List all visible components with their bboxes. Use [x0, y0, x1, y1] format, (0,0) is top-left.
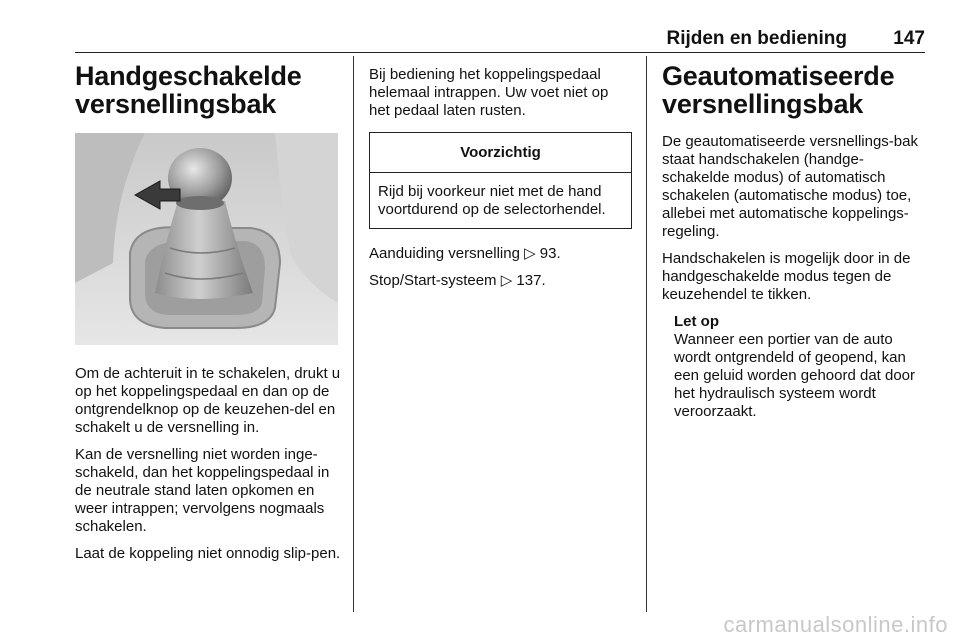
gear-shifter-photo — [75, 133, 338, 345]
watermark: carmanualsonline.info — [723, 612, 948, 637]
column-middle — [369, 66, 632, 299]
column-left — [75, 62, 345, 572]
cross-reference: Aanduiding versnelling ▷ 93. — [369, 245, 561, 262]
column-divider — [646, 56, 647, 612]
page-header — [75, 26, 925, 53]
section-title: Rijden en bediening — [666, 28, 847, 49]
paragraph: Laat de koppeling niet onnodig slip-pen. — [75, 545, 341, 562]
note-block — [674, 313, 928, 421]
paragraph: Om de achteruit in te schakelen, drukt u op het koppelingspedaal en dan op de ontgrendelknop op de keuzehen-del en schakelt u de versnelling in. — [75, 365, 341, 436]
page-number: 147 — [893, 28, 925, 49]
paragraph: De geautomatiseerde versnellings-bak staat handschakelen (handge-schakelde modus) of automatisch schakelen (automatische modus) toe, allebei met automatische koppelings-regeling. — [662, 133, 918, 240]
caution-text: Rijd bij voorkeur niet met de hand voortdurend op de selectorhendel. — [378, 183, 606, 218]
heading-manual-gearbox: Handgeschakelde versnellingsbak — [75, 61, 302, 119]
heading-automated-gearbox: Geautomatiseerde versnellingsbak — [662, 61, 895, 119]
column-right — [662, 62, 928, 421]
caution-title: Voorzichtig — [370, 133, 631, 173]
paragraph: Bij bediening het koppelingspedaal helemaal intrappen. Uw voet niet op het pedaal laten rusten. — [369, 66, 609, 119]
note-text: Wanneer een portier van de auto wordt ontgrendeld of geopend, kan een geluid worden gehoord dat door het hydraulisch systeem wordt veroorzaakt. — [674, 331, 916, 420]
caution-box — [369, 132, 632, 229]
column-divider — [353, 56, 354, 612]
gear-shifter-illustration — [75, 133, 338, 345]
cross-reference: Stop/Start-systeem ▷ 137. — [369, 272, 546, 289]
paragraph: Kan de versnelling niet worden inge-schakeld, dan het koppelingspedaal in de neutrale stand laten opkomen en weer intrappen; vervolgens nogmaals schakelen. — [75, 446, 330, 535]
note-title: Let op — [674, 313, 719, 330]
paragraph: Handschakelen is mogelijk door in de handgeschakelde modus tegen de keuzehendel te tikken. — [662, 250, 911, 303]
